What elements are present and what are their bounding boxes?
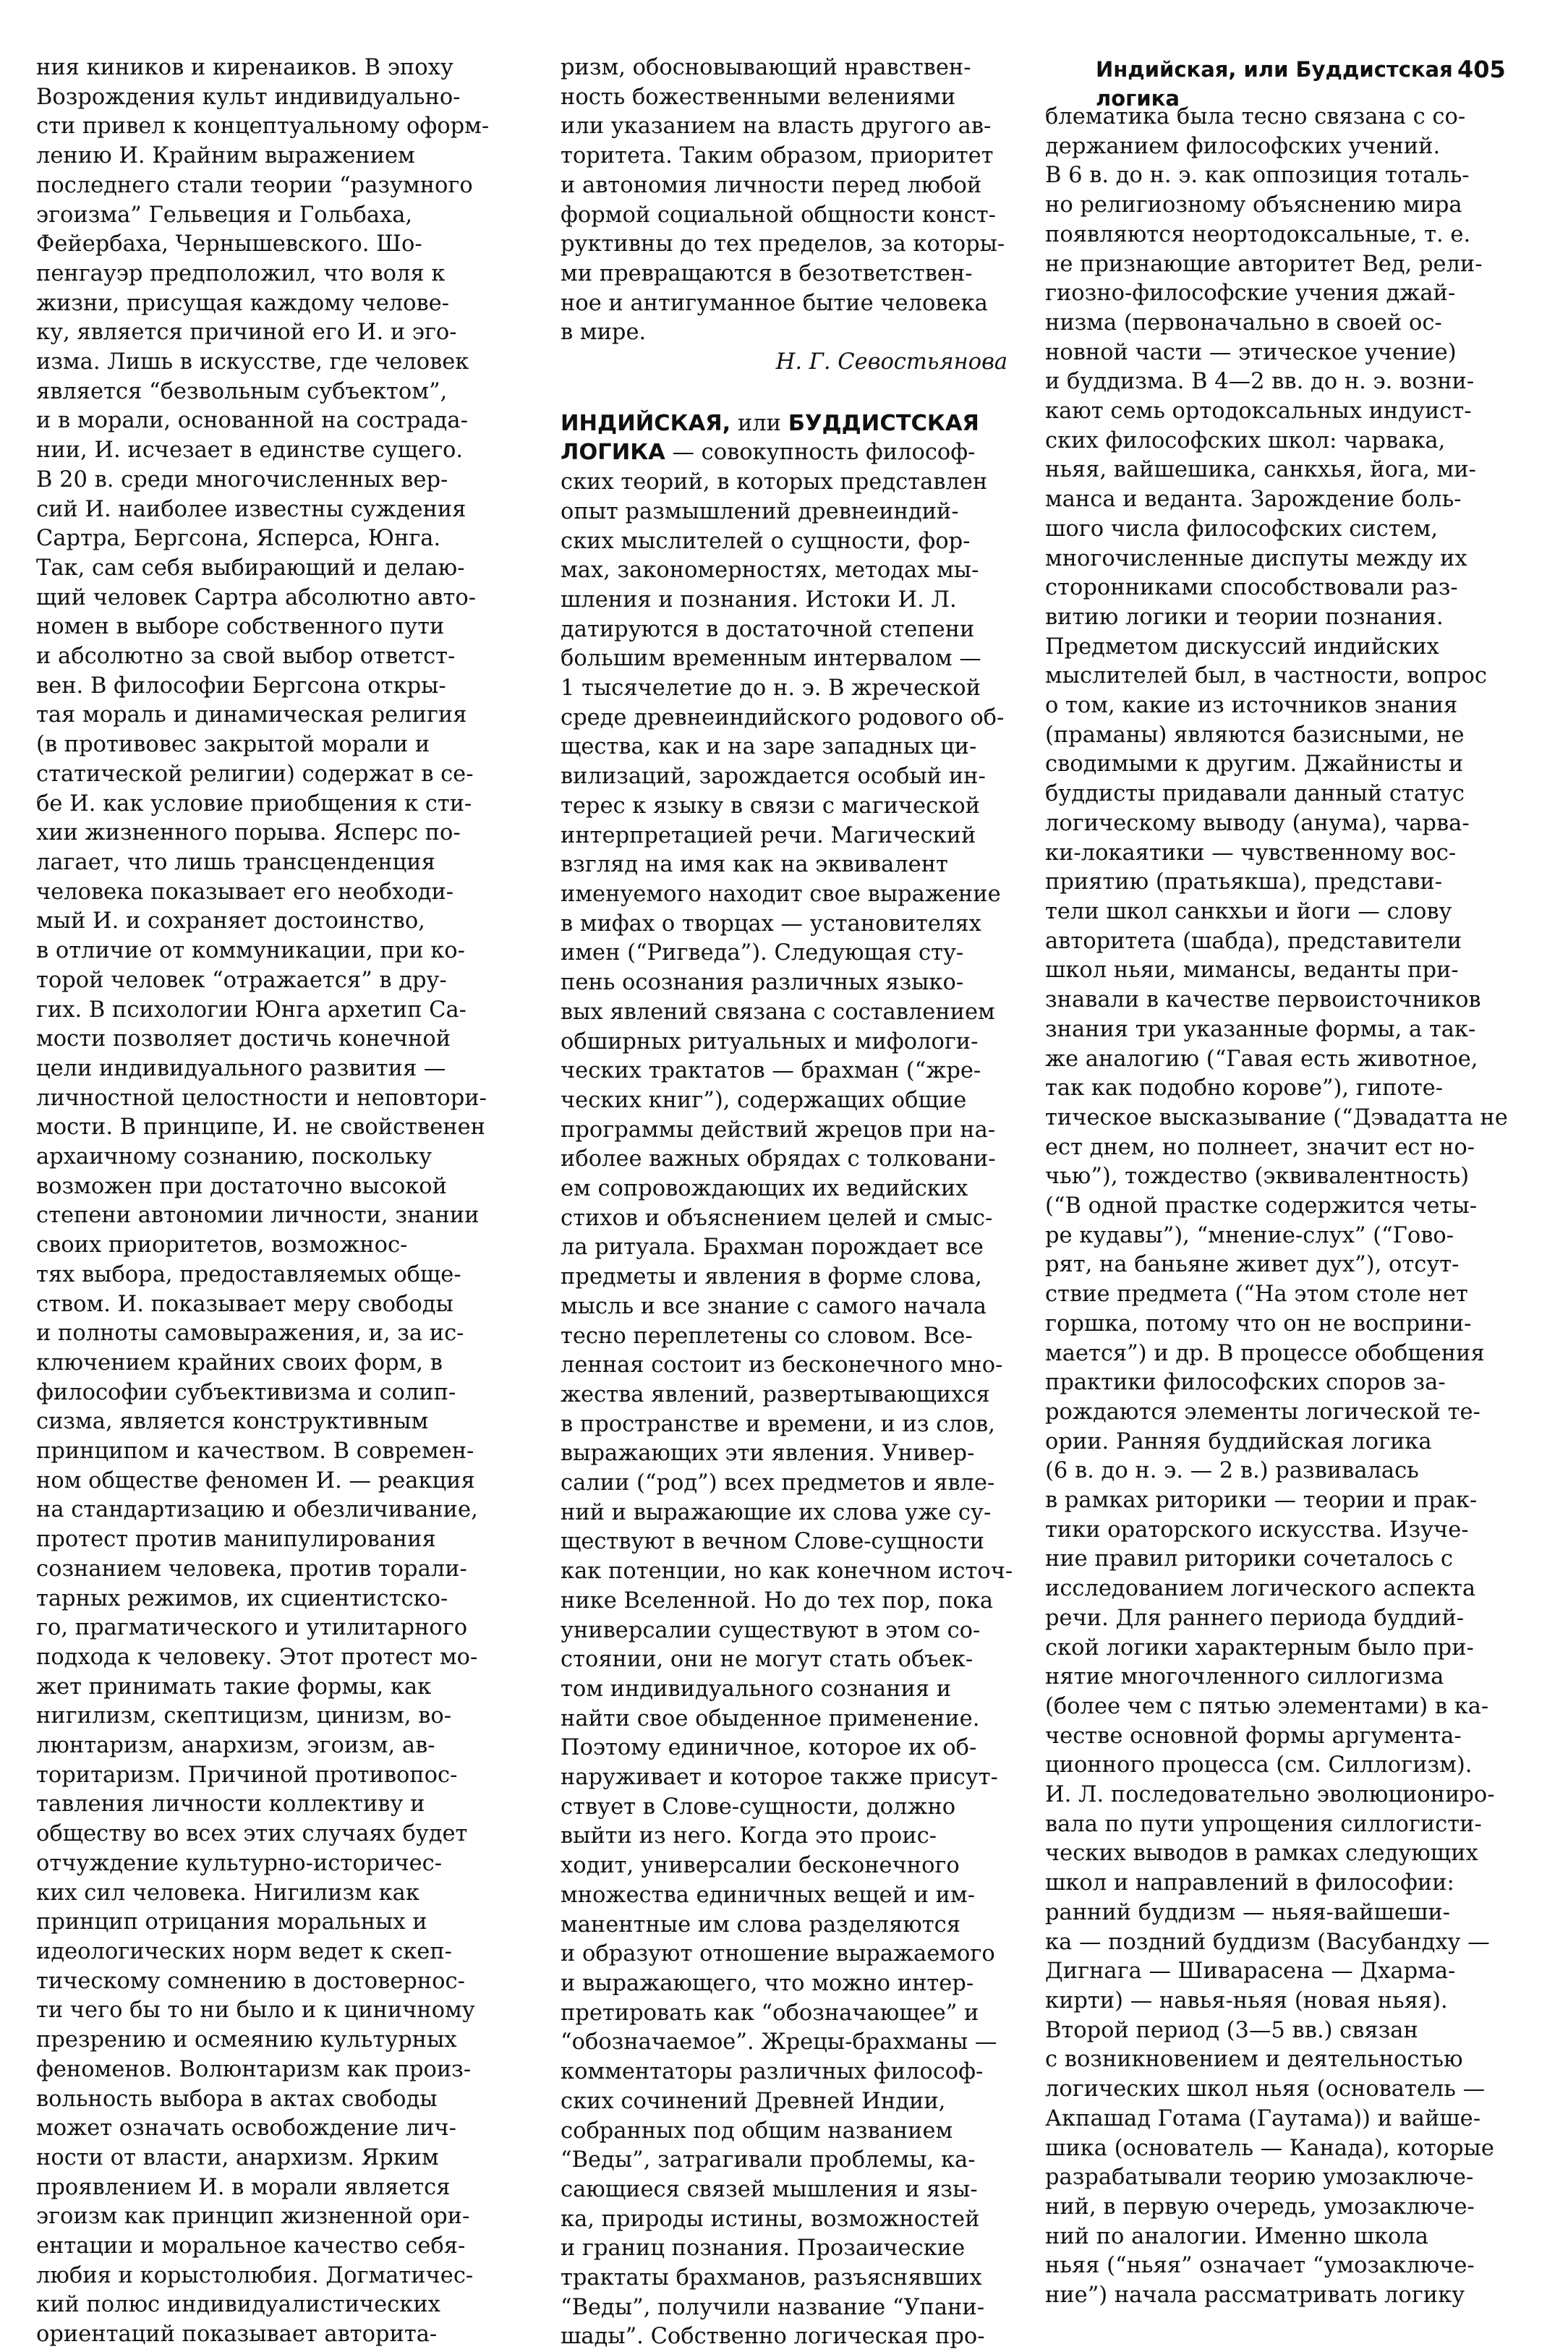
text-line: пенгауэр предположил, что воля к [36,260,446,286]
text-line: феноменов. Волюнтаризм как произ- [36,2056,472,2082]
article-author: Н. Г. Севостьянова [775,349,1007,375]
text-line: ния киников и киренаиков. В эпоху [36,55,453,80]
text-line: ствует в Слове-сущности, должно [561,1794,956,1820]
text-line: мается”) и др. В процессе обобщения [1045,1340,1485,1366]
text-line: горшка, потому что он не восприни- [1045,1311,1472,1337]
text-line: ла ритуала. Брахман порождает все [561,1235,984,1261]
text-line: шого числа философских систем, [1045,516,1439,542]
text-line: ности от власти, анархизм. Ярким [36,2144,439,2170]
text-line: стихов и объяснением целей и смыс- [561,1205,993,1231]
page-number: 405 [1457,56,1506,83]
text-line: ре кудавы”), “мнение-слух” (“Гово- [1045,1222,1454,1248]
text-line: ние”) начала рассматривать логику [1045,2283,1465,2309]
text-line: ории. Ранняя буддийская логика [1045,1428,1432,1454]
text-line: ческих трактатов — брахман (“жре- [561,1058,981,1084]
text-line: ний и выражающие их слова уже су- [561,1499,992,1525]
text-line: эгоизма” Гельвеция и Гольбаха, [36,202,413,228]
text-line: и буддизма. В 4—2 вв. до н. э. возни- [1045,369,1475,395]
text-line: шика (основатель — Канада), которые [1045,2135,1494,2161]
text-line: выражающих эти явления. Универ- [561,1441,975,1467]
text-line: ских теорий, в которых представлен [561,469,988,495]
text-line: обширных ритуальных и мифологи- [561,1028,979,1054]
text-line: Поэтому единичное, которое их об- [561,1735,977,1761]
text-line: (более чем с пятью элементами) в ка- [1045,1693,1489,1719]
text-line: изма. Лишь в искусстве, где человек [36,349,469,375]
text-line: рят, на баньяне живет дух”), отсут- [1045,1252,1460,1278]
article-headword-line2 [561,438,1013,468]
text-line: ской логики характерным было при- [1045,1635,1474,1661]
text-line: “Веды”, получили название “Упани- [561,2294,985,2320]
text-line: взгляд на имя как на эквивалент [561,852,948,878]
text-line: принципом и качеством. В современ- [36,1439,474,1465]
text-line: сий И. наиболее известны суждения [36,496,466,522]
text-line: нятие многочленного силлогизма [1045,1664,1444,1690]
text-line: школ ньяи, мимансы, веданты при- [1045,958,1459,984]
text-line: сознанием человека, против торали- [36,1556,467,1582]
text-line: цели индивидуального развития — [36,1055,446,1081]
text-line: комментаторы различных философ- [561,2059,984,2085]
text-line: своих приоритетов, возможнос- [36,1232,408,1258]
article-body-middle [561,468,1013,2352]
text-line: сводимыми к другим. Джайнисты и [1045,751,1464,777]
text-line: не признающие авторитет Вед, рели- [1045,251,1483,277]
text-line: ционного процесса (см. Силлогизм). [1045,1752,1473,1778]
text-line: именуемого находит свое выражение [561,881,1001,907]
text-line: последнего стали теории “разумного [36,172,473,198]
text-line: интерпретацией речи. Магический [561,822,976,848]
text-line: ентации и моральное качество себя- [36,2233,466,2259]
text-line: идеологических норм ведет к скеп- [36,1939,452,1964]
text-line: ских философских школ: чарвака, [1045,427,1446,453]
text-line: мости позволяет достичь конечной [36,1026,451,1052]
text-line: тавления личности коллективу и [36,1791,425,1818]
headword-first-line-rest: — совокупность философ- [665,440,976,466]
text-line: лагает, что лишь трансценденция [36,849,435,875]
text-line: Дигнага — Шиварасена — Дхарма- [1045,1959,1456,1985]
text-line: ний по аналогии. Именно школа [1045,2223,1428,2249]
text-line: низма (первоначально в своей ос- [1045,310,1442,336]
text-line: ка — поздний буддизм (Васубандху — [1045,1929,1490,1955]
text-line: держанием философских учений. [1045,133,1441,159]
text-line: знания три указанные формы, а так- [1045,1016,1476,1042]
text-line: ходит, универсалии бесконечного [561,1853,960,1879]
text-line: ческих книг”), содержащих общие [561,1087,967,1113]
text-line: приятию (пратьякша), представи- [1045,869,1443,895]
text-line: (“В одной прастке содержится четы- [1045,1193,1477,1219]
text-line: авторитета (шабда), представители [1045,928,1462,954]
text-line: ем сопровождающих их ведийских [561,1176,968,1202]
text-line: и выражающего, что можно интер- [561,1971,974,1996]
text-line: ку, является причиной его И. и эго- [36,320,457,346]
text-line: стоянии, они не могут стать объек- [561,1647,973,1673]
text-line: ческих выводов в рамках следующих [1045,1841,1478,1867]
text-line: щий человек Сартра абсолютно авто- [36,584,477,610]
text-line: любия и корыстолюбия. Догматичес- [36,2262,474,2288]
text-line: ориентаций показывает авторита- [36,2322,438,2348]
text-line: исследованием логического аспекта [1045,1576,1476,1602]
text-line: или указанием на власть другого ав- [561,114,992,140]
text-line: логическому выводу (анума), чарва- [1045,810,1470,836]
text-line: ществуют в вечном Слове-сущности [561,1529,984,1555]
text-line: кают семь ортодоксальных индуист- [1045,399,1472,425]
text-line: многочисленные диспуты между их [1045,545,1467,571]
text-line: ранний буддизм — ньяя-вайшеши- [1045,1899,1450,1925]
text-line: претировать как “обозначающее” и [561,2000,979,2026]
text-line: 1 тысячелетие до н. э. В жреческой [561,676,981,702]
text-line: ствие предмета (“На этом столе нет [1045,1282,1468,1308]
text-line: нигилизм, скептицизм, цинизм, во- [36,1703,452,1729]
text-line: как потенции, но как конечном источ- [561,1559,1013,1585]
text-line: мах, закономерностях, методах мы- [561,558,979,584]
text-line: ка, природы истины, возможностей [561,2206,980,2232]
text-line: философии субъективизма и солип- [36,1379,456,1405]
text-line: торой человек “отражается” в дру- [36,967,447,993]
text-line: вен. В философии Бергсона откры- [36,673,446,699]
text-line: люнтаризм, анархизм, эгоизм, ав- [36,1733,435,1759]
text-line: презрению и осмеянию культурных [36,2027,457,2053]
text-line: (праманы) являются базисными, не [1045,722,1465,748]
text-line: чью”), тождество (эквивалентность) [1045,1164,1470,1190]
text-line: новной части — этическое учение) [1045,339,1457,365]
text-line: тели школ санкхьи и йоги — слову [1045,898,1452,924]
text-line: появляются неортодоксальные, т. е. [1045,221,1471,247]
text-line: собранных под общим названием [561,2118,953,2144]
text-line: практики философских споров за- [1045,1370,1446,1396]
text-line: ских сочинений Древней Индии, [561,2088,946,2114]
text-line: тая мораль и динамическая религия [36,702,467,728]
text-line: В 20 в. среди многочисленных вер- [36,466,448,493]
text-line: формой социальной общности конст- [561,202,996,228]
text-line: ти чего бы то ни было и к циничному [36,1998,475,2024]
text-line: витию логики и теории познания. [1045,604,1444,630]
text-line: ключением крайних своих форм, в [36,1350,443,1376]
text-line: щества, как и на заре западных ци- [561,734,977,760]
text-line: ленная состоит из бесконечного мно- [561,1352,1003,1379]
text-line: мыслителей был, в частности, вопрос [1045,663,1487,689]
text-line: является “безвольным субъектом”, [36,378,448,404]
text-line: может означать освобождение лич- [36,2115,456,2142]
text-line: наруживает и которое также присут- [561,1765,998,1791]
text-line: Возрождения культ индивидуально- [36,84,461,110]
text-line: ньяя, вайшешика, санкхья, йога, ми- [1045,457,1476,483]
text-line: “Веды”, затрагивали проблемы, ка- [561,2147,976,2173]
headword-part3: ЛОГИКА [561,440,665,466]
previous-article-ending [561,54,1013,348]
text-line: школ и направлений в философии: [1045,1870,1454,1896]
text-line: ки-локаятики — чувственному вос- [1045,840,1457,866]
text-line: мый И. и сохраняет достоинство, [36,908,425,934]
text-line: шления и познания. Истоки И. Л. [561,587,957,613]
text-line: ми превращаются в безответствен- [561,260,973,286]
text-line: опыт размышлений древнеиндий- [561,498,959,524]
text-line: ских мыслителей о сущности, фор- [561,528,971,554]
text-line: в пространстве и времени, и из слов, [561,1411,995,1437]
text-line: хии жизненного порыва. Ясперс по- [36,820,461,846]
text-line: тическое высказывание (“Дэвадатта не [1045,1104,1508,1130]
text-line: ством. И. показывает меру свободы [36,1291,453,1317]
text-line: среде древнеиндийского родового об- [561,704,1005,730]
text-line: разрабатывали теорию умозаключе- [1045,2165,1474,2191]
text-line: вых явлений связана с составлением [561,999,995,1025]
text-line: найти свое обыденное применение. [561,1705,980,1731]
text-line: буддисты придавали данный статус [1045,781,1465,807]
text-line: жизни, присущая каждому челове- [36,290,450,316]
text-line: ний, в первую очередь, умозаключе- [1045,2194,1475,2220]
text-line: в рамках риторики — теории и прак- [1045,1488,1478,1514]
text-line: датируются в достаточной степени [561,616,975,642]
text-line: честве основной формы аргумента- [1045,1723,1462,1749]
text-line: кирти) — навья-ньяя (новая ньяя). [1045,1988,1448,2014]
text-line: же аналогию (“Гавая есть животное, [1045,1046,1478,1072]
text-line: большим временным интервалом — [561,646,981,672]
text-line: нике Вселенной. Но до тех пор, пока [561,1588,994,1614]
text-line: лению И. Крайним выражением [36,143,415,169]
text-line: и абсолютно за свой выбор ответст- [36,644,456,670]
text-line: тях выбора, предоставляемых обще- [36,1261,461,1287]
text-line: рождаются элементы логической те- [1045,1399,1480,1425]
text-line: номен в выборе собственного пути [36,614,445,640]
text-line: обществу во всех этих случаях будет [36,1821,468,1847]
text-line: эгоизм как принцип жизненной ори- [36,2204,470,2230]
text-line: манентные им слова разделяются [561,1912,960,1938]
text-line: и границ познания. Прозаические [561,2236,966,2262]
running-head-title-line1: Индийская, или Буддистская [1096,57,1453,82]
text-line: жества явлений, развертывающихся [561,1381,990,1407]
text-line: (6 в. до н. э. — 2 в.) развивалась [1045,1458,1419,1484]
text-line: и автономия личности перед любой [561,172,982,198]
text-line: в мире. [561,320,647,346]
text-line: гиозно-философские учения джай- [1045,281,1456,307]
text-line: торитета. Таким образом, приоритет [561,143,994,169]
headword-part2: БУДДИСТСКАЯ [788,410,979,436]
text-line: в отличие от коммуникации, при ко- [36,938,465,964]
text-line: сторонниками способствовали раз- [1045,575,1458,601]
text-line: выйти из него. Когда это проис- [561,1823,937,1849]
text-line: в мифах о творцах — установителях [561,911,981,937]
text-line: руктивны до тех пределов, за которы- [561,231,1005,257]
text-line: статической религии) содержат в се- [36,761,474,787]
text-line: о том, какие из источников знания [1045,693,1458,719]
text-line: иболее важных обрядах с толковани- [561,1146,996,1172]
text-line: гих. В психологии Юнга архетип Са- [36,997,466,1023]
text-line: тическому сомнению в достовернос- [36,1968,465,1994]
text-line: тарных режимов, их сциентистско- [36,1585,448,1611]
text-line: бе И. как условие приобщения к сти- [36,791,472,817]
text-line: подхода к человеку. Этот протест мо- [36,1644,478,1670]
text-line: сизма, является конструктивным [36,1409,429,1435]
text-line: тики ораторского искусства. Изуче- [1045,1517,1469,1543]
text-line: человека показывает его необходи- [36,879,454,905]
text-line: нии, И. исчезает в единстве сущего. [36,438,464,464]
text-line: и полноты самовыражения, и, за ис- [36,1321,464,1347]
text-line: Предметом дискуссий индийских [1045,634,1439,660]
text-line: на стандартизацию и обезличивание, [36,1497,478,1523]
text-line: отчуждение культурно-историчес- [36,1850,443,1876]
text-line: кий полюс индивидуалистических [36,2292,440,2318]
text-line: И. Л. последовательно эволюциониро- [1045,1782,1495,1808]
text-column-right [1045,103,1515,2311]
text-line: степени автономии личности, знании [36,1203,480,1229]
text-line: “обозначаемое”. Жрецы-брахманы — [561,2029,997,2055]
text-line: Фейербаха, Чернышевского. Шо- [36,231,422,257]
text-line: ест днем, но полнеет, значит ест но- [1045,1134,1475,1160]
text-line: возможен при достаточно высокой [36,1173,447,1199]
headword-part1: ИНДИЙСКАЯ, [561,410,731,436]
headword-connector: или [730,410,788,436]
text-line: проявлением И. в морали является [36,2174,451,2200]
text-line: речи. Для раннего периода буддий- [1045,1605,1465,1631]
text-line: предметы и явления в форме слова, [561,1264,982,1290]
article-separator [561,378,1013,409]
text-line: архаичному сознанию, поскольку [36,1144,433,1170]
text-line: манса и веданта. Зарождение боль- [1045,487,1462,513]
text-line: В 6 в. до н. э. как оппозиция тоталь- [1045,163,1470,189]
text-line: Второй период (3—5 вв.) связан [1045,2017,1418,2043]
text-line: мости. В принципе, И. не свойственен [36,1115,485,1141]
text-line: логических школ ньяя (основатель — [1045,2076,1486,2102]
text-line: шады”. Собственно логическая про- [561,2324,985,2350]
text-line: множества единичных вещей и им- [561,1882,976,1908]
text-line: пень осознания различных языко- [561,970,964,996]
text-line: трактаты брахманов, разъяснявших [561,2265,982,2291]
text-line: терес к языку в связи с магической [561,793,980,819]
text-line: сающиеся связей мышления и язы- [561,2176,978,2202]
text-line: Акпашад Готама (Гаутама)) и вайше- [1045,2105,1481,2131]
text-line: личностной целостности и неповтори- [36,1085,487,1111]
text-column-left [36,54,499,2350]
running-head-title-line2: логика [1096,86,1180,111]
text-line: блематика была тесно связана с со- [1045,104,1466,129]
text-line: мысль и все знание с самого начала [561,1293,987,1319]
text-line: универсалии существуют в этом со- [561,1617,981,1643]
text-line: ном обществе феномен И. — реакция [36,1467,475,1494]
text-line: вала по пути упрощения силлогисти- [1045,1811,1482,1837]
text-line: ное и антигуманное бытие человека [561,290,988,316]
text-line: жет принимать такие формы, как [36,1674,432,1700]
text-line: с возникновением и деятельностью [1045,2047,1463,2073]
text-line: салии (“род”) всех предметов и явле- [561,1470,995,1496]
text-line: том индивидуального сознания и [561,1676,952,1702]
text-line: (в противовес закрытой морали и [36,732,430,758]
text-line: ние правил риторики сочеталось с [1045,1546,1453,1572]
text-line: ких сил человека. Нигилизм как [36,1880,419,1906]
text-line: сти привел к концептуальному оформ- [36,114,490,140]
text-line: и образуют отношение выражаемого [561,1941,995,1967]
text-line: так как подобно корове”), гипоте- [1045,1075,1444,1102]
text-line: и в морали, основанной на сострада- [36,408,468,434]
text-line: знавали в качестве первоисточников [1045,987,1481,1013]
text-line: тесно переплетены со словом. Все- [561,1323,973,1349]
text-line: вилизаций, зарождается особый ин- [561,764,986,790]
text-line: го, прагматического и утилитарного [36,1615,468,1641]
text-line: программы действий жрецов при на- [561,1117,996,1143]
text-column-middle [561,54,1013,2352]
text-line: принцип отрицания моральных и [36,1909,427,1935]
text-line: но религиозному объяснению мира [1045,192,1462,218]
text-line: вольность выбора в актах свободы [36,2086,438,2112]
text-line: Так, сам себя выбирающий и делаю- [36,555,465,581]
text-line: Сартра, Бергсона, Ясперса, Юнга. [36,526,441,552]
text-line: ньяя (“ньяя” означает “умозаключе- [1045,2253,1475,2279]
article-headword [561,409,1013,439]
text-line: протест против манипулирования [36,1527,436,1553]
text-line: имен (“Ригведа”). Следующая сту- [561,940,964,966]
text-line: торитаризм. Причиной противопос- [36,1762,458,1788]
text-line: ризм, обосновывающий нравствен- [561,55,971,80]
text-line: ность божественными велениями [561,84,956,110]
